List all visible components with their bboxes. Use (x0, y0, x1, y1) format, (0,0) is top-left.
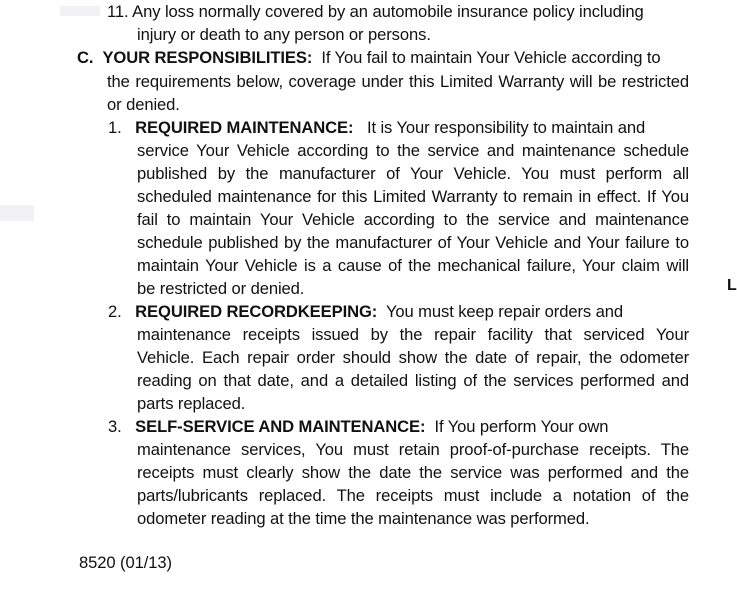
form-number: 8520 (01/13) (79, 553, 172, 572)
item-3-line-3: receipts must clearly show the date the service was performed and the (137, 463, 689, 482)
item-1-number: 1. (108, 118, 122, 137)
item-11-line-2: injury or death to any person or persons. (137, 25, 431, 44)
item-1-heading: REQUIRED MAINTENANCE: (135, 118, 354, 137)
item-2-line-1 (108, 300, 689, 324)
item-3-line-2: maintenance services, You must retain proof-of-purchase receipts. The (137, 440, 689, 459)
item-2-line-4: reading on that date, and a detailed listing of the services performed and (137, 371, 689, 390)
item-11-line-1 (107, 0, 687, 24)
item-3-number: 3. (108, 417, 122, 436)
item-11-text: Any loss normally covered by an automobile insurance policy including (132, 2, 644, 21)
item-1-line-3: published by the manufacturer of Your Vehicle. You must perform all (137, 164, 689, 183)
item-1-line-7: maintain Your Vehicle is a cause of the mechanical failure, Your claim will (137, 256, 689, 275)
item-3-line-5: odometer reading at the time the maintenance was performed. (137, 509, 590, 528)
item-2-line-2: maintenance receipts issued by the repair facility that serviced Your (137, 325, 689, 344)
section-c-text-1: If You fail to maintain Your Vehicle according to (321, 48, 661, 67)
item-1-text-1: It is Your responsibility to maintain and (366, 118, 646, 137)
item-3-text-1: If You perform Your own (434, 417, 609, 436)
item-1-line-2: service Your Vehicle according to the service and maintenance schedule (137, 141, 689, 160)
item-1-line-5: fail to maintain Your Vehicle according to the service and maintenance (137, 210, 689, 229)
item-2-text-1: You must keep repair orders and (385, 302, 623, 321)
item-2-number: 2. (108, 302, 122, 321)
item-11-number: 11. (107, 2, 129, 21)
item-2-line-3: Vehicle. Each repair order should show the date of repair, the odometer (137, 348, 689, 367)
section-c-line-3: or denied. (107, 95, 180, 114)
section-c-line-1 (77, 46, 689, 70)
item-1-line-8: be restricted or denied. (137, 279, 305, 298)
scan-smudge-left (0, 205, 34, 221)
item-1-line-1 (108, 116, 689, 140)
item-2-line-5: parts replaced. (137, 394, 246, 413)
section-c-label: C. (77, 48, 94, 67)
scan-smudge-top (60, 6, 100, 16)
item-3-heading: SELF-SERVICE AND MAINTENANCE: (135, 417, 426, 436)
section-c-heading: YOUR RESPONSIBILITIES: (102, 48, 313, 67)
item-2-heading: REQUIRED RECORDKEEPING: (135, 302, 378, 321)
item-3-line-1 (108, 415, 689, 439)
item-1-line-4: scheduled maintenance for this Limited Warranty to remain in effect. If You (137, 187, 689, 206)
cropped-edge-letter: L (727, 277, 737, 294)
item-1-line-6: schedule published by the manufacturer of Your Vehicle and Your failure to (137, 233, 689, 252)
section-c-line-2: the requirements below, coverage under this Limited Warranty will be restricted (107, 72, 689, 91)
item-3-line-4: parts/lubricants replaced. The receipts must include a notation of the (137, 486, 689, 505)
